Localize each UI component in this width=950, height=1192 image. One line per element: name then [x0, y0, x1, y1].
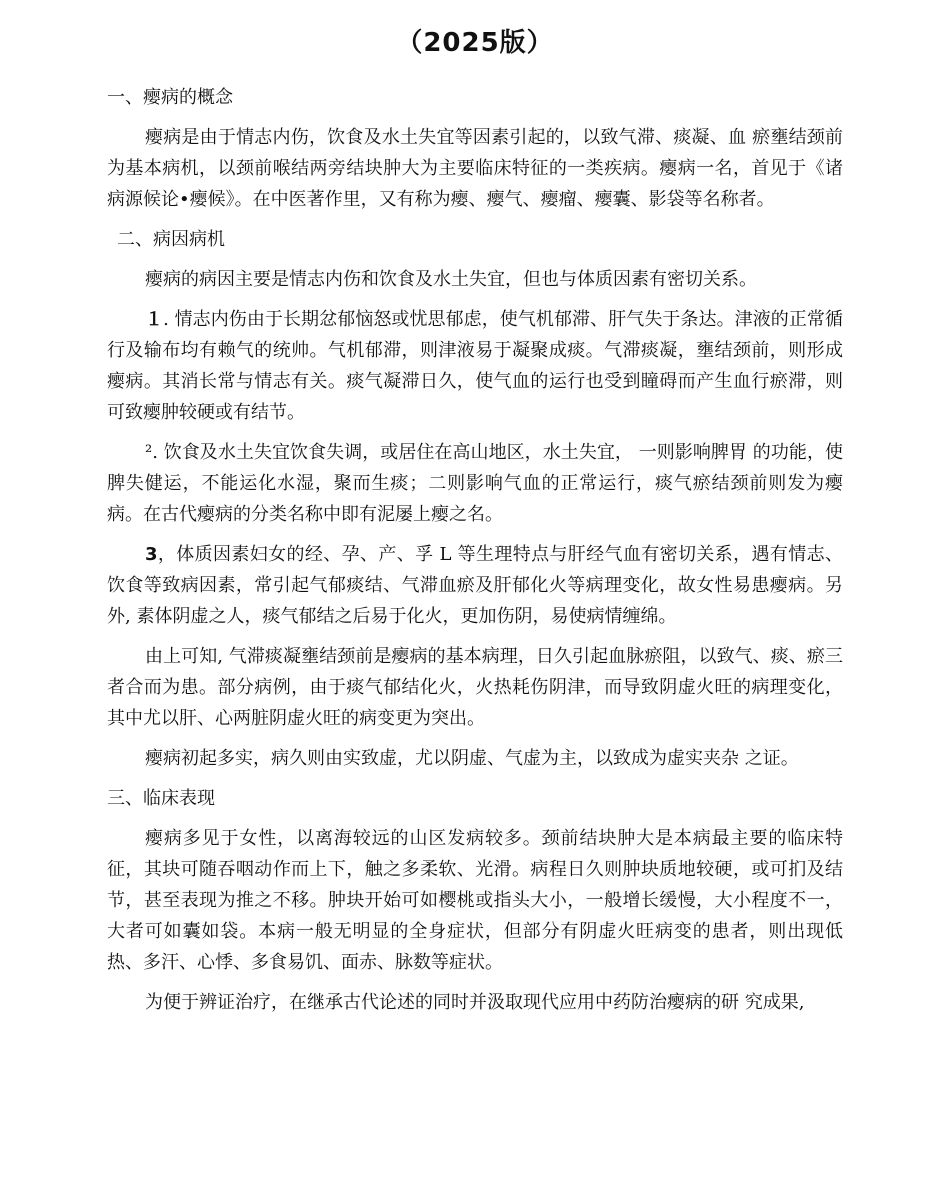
paragraph-etiology-intro: 瘿病的病因主要是情志内伤和饮食及水土失宜，但也与体质因素有密切关系。: [145, 269, 757, 290]
paragraph-constitution-factors-text: ，体质因素妇女的经、孕、产、孚 L 等生理特点与肝经气血有密切关系，遇有情志、饮食等致病因素，常引起气郁痰结、气滞血瘀及肝郁化火等病理变化，故女性易患瘿病。另外, 素体阴虚之人，痰气郁结之后易于化火，更加伤阴，易使病情缠绵。: [107, 544, 843, 627]
list-number-3: 3: [145, 544, 158, 565]
paragraph-clinical-features: 瘿病多见于女性，以离海较远的山区发病较多。颈前结块肿大是本病最主要的临床特征，其块可随吞咽动作而上下，触之多柔软、光滑。病程日久则肿块质地较硬，或可扪及结节，甚至表现为推之不移。肿块开始可如樱桃或指头大小，一般增长缓慢，大小程度不一，大者可如囊如袋。本病一般无明显的全身症状，但部分有阴虚火旺病变的患者，则出现低热、多汗、心悸、多食易饥、面赤、脉数等症状。: [107, 828, 843, 973]
list-number-2: ²: [145, 442, 153, 463]
paragraph-disease-progression: 瘿病初起多实，病久则由实致虚，尤以阴虚、气虚为主，以致成为虚实夹杂 之证。: [145, 748, 799, 769]
paragraph-concept: 瘿病是由于情志内伤，饮食及水土失宜等因素引起的，以致气滞、痰凝、血 瘀壅结颈前为基本病机，以颈前喉结两旁结块肿大为主要临床特征的一类疾病。瘿病一名，首见于《诸病源候论•瘿候》。在中医著作里，又有称为瘿、瘿气、瘿瘤、瘿囊、影袋等名称者。: [107, 127, 843, 210]
paragraph-emotional-factors-text: . 情志内伤由于长期忿郁恼怒或忧思郁虑，使气机郁滞、肝气失于条达。津液的正常循行及输布均有赖气的统帅。气机郁滞，则津液易于凝聚成痰。气滞痰凝，壅结颈前，则形成瘿病。其消长常与情志有关。痰气凝滞日久，使气血的运行也受到瞳碍而产生血行瘀滞，则可致瘿肿较硬或有结节。: [107, 309, 843, 423]
paragraph-treatment-intro: 为便于辨证治疗，在继承古代论述的同时并汲取现代应用中药防治瘿病的研 究成果,: [145, 992, 805, 1013]
paragraph-constitution-factors: [107, 539, 843, 632]
paragraph-diet-factors: [107, 437, 843, 530]
paragraph-pathology-summary: 由上可知, 气滞痰凝壅结颈前是瘿病的基本病理，日久引起血脉瘀阻，以致气、痰、瘀三者合而为患。部分病例，由于痰气郁结化火，火热耗伤阴津，而导致阴虚火旺的病理变化，其中尤以肝、心两脏阴虚火旺的病变更为突出。: [107, 646, 843, 729]
section-heading-clinical: 三、临床表现: [107, 788, 215, 809]
list-number-1: １: [145, 309, 164, 330]
section-heading-etiology: 二、病因病机: [117, 229, 225, 250]
paragraph-emotional-factors: [107, 304, 843, 428]
section-heading-concept: 一、瘿病的概念: [107, 87, 233, 108]
document-body: [107, 82, 843, 1027]
paragraph-diet-factors-text: . 饮食及水土失宜饮食失调，或居住在高山地区，水土失宜， 一则影响脾胃 的功能，使脾失健运，不能运化水湿，聚而生痰；二则影响气血的正常运行，痰气瘀结颈前则发为瘿病。在古代瘿病的分类名称中即有泥屡上瘿之名。: [107, 442, 843, 525]
document-title: （2025版）: [396, 28, 554, 58]
